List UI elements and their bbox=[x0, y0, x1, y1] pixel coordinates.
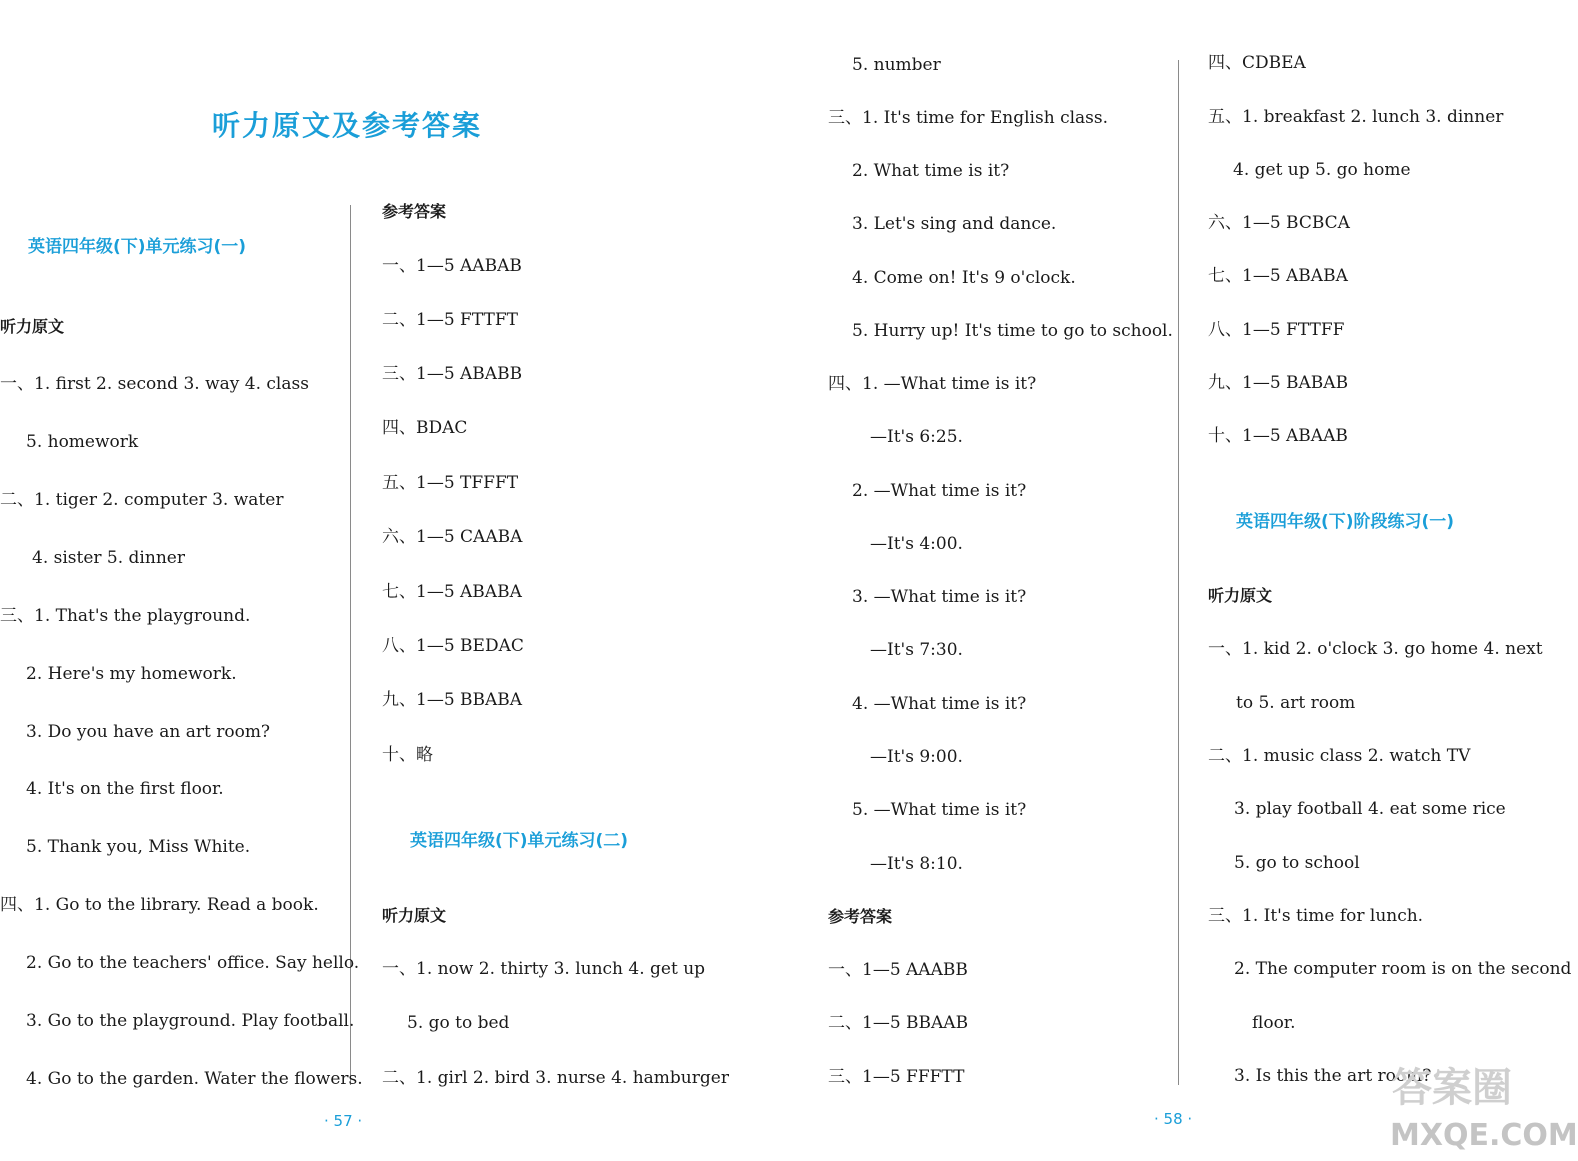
text-line: 3. Go to the playground. Play football. bbox=[26, 1011, 355, 1031]
answer-line: 五、1. breakfast 2. lunch 3. dinner bbox=[1208, 107, 1504, 127]
answer-line: 八、1—5 FTTFF bbox=[1208, 320, 1345, 340]
column-divider bbox=[1178, 60, 1179, 1085]
text-line: —It's 9:00. bbox=[870, 747, 963, 767]
section-heading: 参考答案 bbox=[828, 907, 893, 926]
text-line: 二、1. girl 2. bird 3. nurse 4. hamburger bbox=[382, 1068, 729, 1088]
text-line: 3. —What time is it? bbox=[852, 587, 1027, 607]
unit-title: 英语四年级(下)阶段练习(一) bbox=[1236, 512, 1455, 532]
text-line: 5. homework bbox=[26, 432, 139, 452]
section-heading: 听力原文 bbox=[0, 317, 65, 336]
text-line: to 5. art room bbox=[1236, 693, 1356, 713]
unit-title: 英语四年级(下)单元练习(一) bbox=[28, 237, 247, 257]
text-line: 一、1. kid 2. o'clock 3. go home 4. next bbox=[1208, 639, 1543, 659]
answer-line: 三、1—5 ABABB bbox=[382, 364, 523, 384]
text-line: 2. The computer room is on the second bbox=[1234, 959, 1572, 979]
page-title: 听力原文及参考答案 bbox=[212, 109, 483, 142]
text-line: 5. Thank you, Miss White. bbox=[26, 837, 251, 857]
text-line: —It's 8:10. bbox=[870, 854, 963, 874]
page-number-right: · 58 · bbox=[1154, 1110, 1193, 1128]
text-line: 二、1. tiger 2. computer 3. water bbox=[0, 490, 284, 510]
text-line: —It's 6:25. bbox=[870, 427, 963, 447]
text-line: 2. Here's my homework. bbox=[26, 664, 237, 684]
text-line: —It's 4:00. bbox=[870, 534, 963, 554]
answer-line: 七、1—5 ABABA bbox=[1208, 266, 1348, 286]
answer-line: 一、1—5 AAABB bbox=[828, 960, 968, 980]
answer-line: 四、CDBEA bbox=[1208, 53, 1306, 73]
text-line: 2. Go to the teachers' office. Say hello. bbox=[26, 953, 360, 973]
answer-line: 六、1—5 BCBCA bbox=[1208, 213, 1350, 233]
answer-line: 七、1—5 ABABA bbox=[382, 582, 522, 602]
answer-line: 4. get up 5. go home bbox=[1233, 160, 1411, 180]
answer-line: 五、1—5 TFFFT bbox=[382, 473, 519, 493]
text-line: 三、1. That's the playground. bbox=[0, 606, 251, 626]
text-line: 5. go to bed bbox=[407, 1013, 510, 1033]
text-line: 四、1. —What time is it? bbox=[828, 374, 1037, 394]
answer-line: 八、1—5 BEDAC bbox=[382, 636, 524, 656]
answer-line: 十、1—5 ABAAB bbox=[1208, 426, 1348, 446]
text-line: 5. go to school bbox=[1234, 853, 1360, 873]
answer-line: 四、BDAC bbox=[382, 418, 468, 438]
text-line: 4. It's on the first floor. bbox=[26, 779, 224, 799]
text-line: 3. Is this the art room? bbox=[1234, 1066, 1432, 1086]
watermark-url: MXQE.COM bbox=[1390, 1118, 1578, 1153]
text-line: 4. —What time is it? bbox=[852, 694, 1027, 714]
text-line: 一、1. first 2. second 3. way 4. class bbox=[0, 374, 309, 394]
answer-line: 三、1—5 FFFTT bbox=[828, 1067, 965, 1087]
section-heading: 听力原文 bbox=[1208, 586, 1273, 605]
text-line: 5. number bbox=[852, 55, 941, 75]
text-line: 3. play football 4. eat some rice bbox=[1234, 799, 1506, 819]
text-line: 5. Hurry up! It's time to go to school. bbox=[852, 321, 1173, 341]
watermark-logo: 答案圈 bbox=[1392, 1065, 1512, 1111]
text-line: 三、1. It's time for English class. bbox=[828, 108, 1109, 128]
text-line: 二、1. music class 2. watch TV bbox=[1208, 746, 1471, 766]
answer-line: 十、略 bbox=[382, 745, 433, 765]
text-line: 4. Go to the garden. Water the flowers. bbox=[26, 1069, 363, 1089]
answer-line: 九、1—5 BABAB bbox=[1208, 373, 1349, 393]
text-line: 4. Come on! It's 9 o'clock. bbox=[852, 268, 1076, 288]
text-line: 三、1. It's time for lunch. bbox=[1208, 906, 1424, 926]
text-line: 3. Do you have an art room? bbox=[26, 722, 271, 742]
text-line: 一、1. now 2. thirty 3. lunch 4. get up bbox=[382, 959, 706, 979]
answer-line: 一、1—5 AABAB bbox=[382, 256, 522, 276]
text-line: 4. sister 5. dinner bbox=[32, 548, 185, 568]
answer-line: 六、1—5 CAABA bbox=[382, 527, 523, 547]
text-line: 2. —What time is it? bbox=[852, 481, 1027, 501]
text-line: —It's 7:30. bbox=[870, 640, 963, 660]
text-line: floor. bbox=[1252, 1013, 1296, 1033]
answer-line: 九、1—5 BBABA bbox=[382, 690, 523, 710]
text-line: 2. What time is it? bbox=[852, 161, 1010, 181]
answer-line: 二、1—5 BBAAB bbox=[828, 1013, 969, 1033]
answer-line: 二、1—5 FTTFT bbox=[382, 310, 518, 330]
section-heading: 参考答案 bbox=[382, 202, 447, 221]
text-line: 5. —What time is it? bbox=[852, 800, 1027, 820]
unit-title: 英语四年级(下)单元练习(二) bbox=[410, 831, 629, 851]
section-heading: 听力原文 bbox=[382, 906, 447, 925]
text-line: 3. Let's sing and dance. bbox=[852, 214, 1057, 234]
text-line: 四、1. Go to the library. Read a book. bbox=[0, 895, 319, 915]
page-number-left: · 57 · bbox=[324, 1112, 363, 1130]
